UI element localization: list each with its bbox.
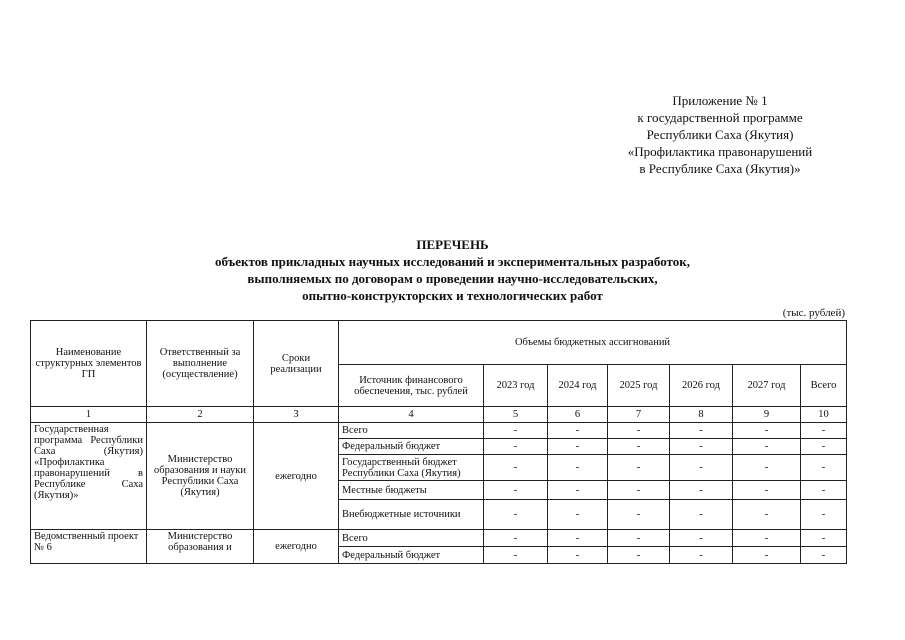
- table-row: [31, 530, 847, 547]
- column-number: 5: [484, 407, 548, 423]
- source-cell: Государственный бюджет Республики Саха (Якутия): [339, 455, 484, 481]
- header-name: Наименование структурных элементов ГП: [31, 321, 147, 407]
- column-number: 7: [608, 407, 670, 423]
- value-cell: -: [733, 423, 801, 439]
- document-title: [0, 236, 905, 304]
- value-cell: -: [608, 423, 670, 439]
- header-row: [31, 321, 847, 365]
- value-cell: -: [548, 455, 608, 481]
- column-number: 3: [254, 407, 339, 423]
- value-cell: -: [670, 439, 733, 455]
- value-cell: -: [548, 481, 608, 500]
- element-responsible: Министерство образования и науки Республики Саха (Якутия): [147, 423, 254, 530]
- value-cell: -: [670, 530, 733, 547]
- column-number: 10: [801, 407, 847, 423]
- source-cell: Федеральный бюджет: [339, 439, 484, 455]
- value-cell: -: [548, 423, 608, 439]
- value-cell: -: [548, 547, 608, 564]
- element-name: Ведомственный проект № 6: [31, 530, 147, 564]
- value-cell: -: [733, 530, 801, 547]
- header-year: 2027 год: [733, 365, 801, 407]
- value-cell: -: [801, 500, 847, 530]
- appendix-line: Приложение № 1: [672, 93, 768, 108]
- value-cell: -: [733, 547, 801, 564]
- source-cell: Местные бюджеты: [339, 481, 484, 500]
- source-cell: Внебюджетные источники: [339, 500, 484, 530]
- source-cell: Федеральный бюджет: [339, 547, 484, 564]
- value-cell: -: [670, 547, 733, 564]
- appendix-line: Республики Саха (Якутия): [646, 127, 794, 142]
- value-cell: -: [801, 439, 847, 455]
- value-cell: -: [801, 481, 847, 500]
- value-cell: -: [670, 500, 733, 530]
- value-cell: -: [801, 547, 847, 564]
- column-number: 4: [339, 407, 484, 423]
- value-cell: -: [484, 547, 548, 564]
- element-terms: ежегодно: [254, 530, 339, 564]
- appendix-line: к государственной программе: [637, 110, 803, 125]
- value-cell: -: [670, 423, 733, 439]
- value-cell: -: [608, 481, 670, 500]
- value-cell: -: [548, 439, 608, 455]
- value-cell: -: [733, 500, 801, 530]
- title-line: объектов прикладных научных исследований и экспериментальных разработок,: [214, 254, 690, 269]
- header-year: 2026 год: [670, 365, 733, 407]
- appendix-line: «Профилактика правонарушений: [627, 144, 813, 159]
- column-number: 6: [548, 407, 608, 423]
- header-total: Всего: [801, 365, 847, 407]
- value-cell: -: [484, 530, 548, 547]
- element-responsible: Министерство образования и: [147, 530, 254, 564]
- appendix-line: в Республике Саха (Якутия)»: [639, 161, 801, 176]
- value-cell: -: [484, 423, 548, 439]
- value-cell: -: [548, 530, 608, 547]
- value-cell: -: [670, 481, 733, 500]
- value-cell: -: [801, 423, 847, 439]
- header-responsible: Ответственный за выполнение (осуществление): [147, 321, 254, 407]
- value-cell: -: [733, 439, 801, 455]
- value-cell: -: [484, 500, 548, 530]
- header-year: 2023 год: [484, 365, 548, 407]
- element-name: Государственная программа Республики Саха (Якутия) «Профилактика правонарушений в Республике Саха (Якутия)»: [31, 423, 147, 530]
- value-cell: -: [548, 500, 608, 530]
- value-cell: -: [484, 455, 548, 481]
- appendix-note: [560, 92, 880, 177]
- value-cell: -: [484, 439, 548, 455]
- column-numbers-row: [31, 407, 847, 423]
- header-volumes: Объемы бюджетных ассигнований: [339, 321, 847, 365]
- column-number: 2: [147, 407, 254, 423]
- header-year: 2024 год: [548, 365, 608, 407]
- header-year: 2025 год: [608, 365, 670, 407]
- source-cell: Всего: [339, 423, 484, 439]
- value-cell: -: [733, 481, 801, 500]
- column-number: 8: [670, 407, 733, 423]
- value-cell: -: [608, 530, 670, 547]
- title-heading: ПЕРЕЧЕНЬ: [416, 237, 489, 252]
- column-number: 9: [733, 407, 801, 423]
- source-cell: Всего: [339, 530, 484, 547]
- title-line: выполняемых по договорам о проведении научно-исследовательских,: [247, 271, 658, 286]
- allocations-table: [30, 320, 847, 564]
- value-cell: -: [801, 455, 847, 481]
- header-source: Источник финансового обеспечения, тыс. рублей: [339, 365, 484, 407]
- header-terms: Сроки реализации: [254, 321, 339, 407]
- value-cell: -: [670, 455, 733, 481]
- value-cell: -: [608, 439, 670, 455]
- column-number: 1: [31, 407, 147, 423]
- title-line: опытно-конструкторских и технологических работ: [302, 288, 603, 303]
- value-cell: -: [733, 455, 801, 481]
- value-cell: -: [608, 547, 670, 564]
- value-cell: -: [608, 455, 670, 481]
- value-cell: -: [484, 481, 548, 500]
- value-cell: -: [608, 500, 670, 530]
- element-terms: ежегодно: [254, 423, 339, 530]
- unit-note: (тыс. рублей): [782, 307, 845, 319]
- value-cell: -: [801, 530, 847, 547]
- table-row: [31, 423, 847, 439]
